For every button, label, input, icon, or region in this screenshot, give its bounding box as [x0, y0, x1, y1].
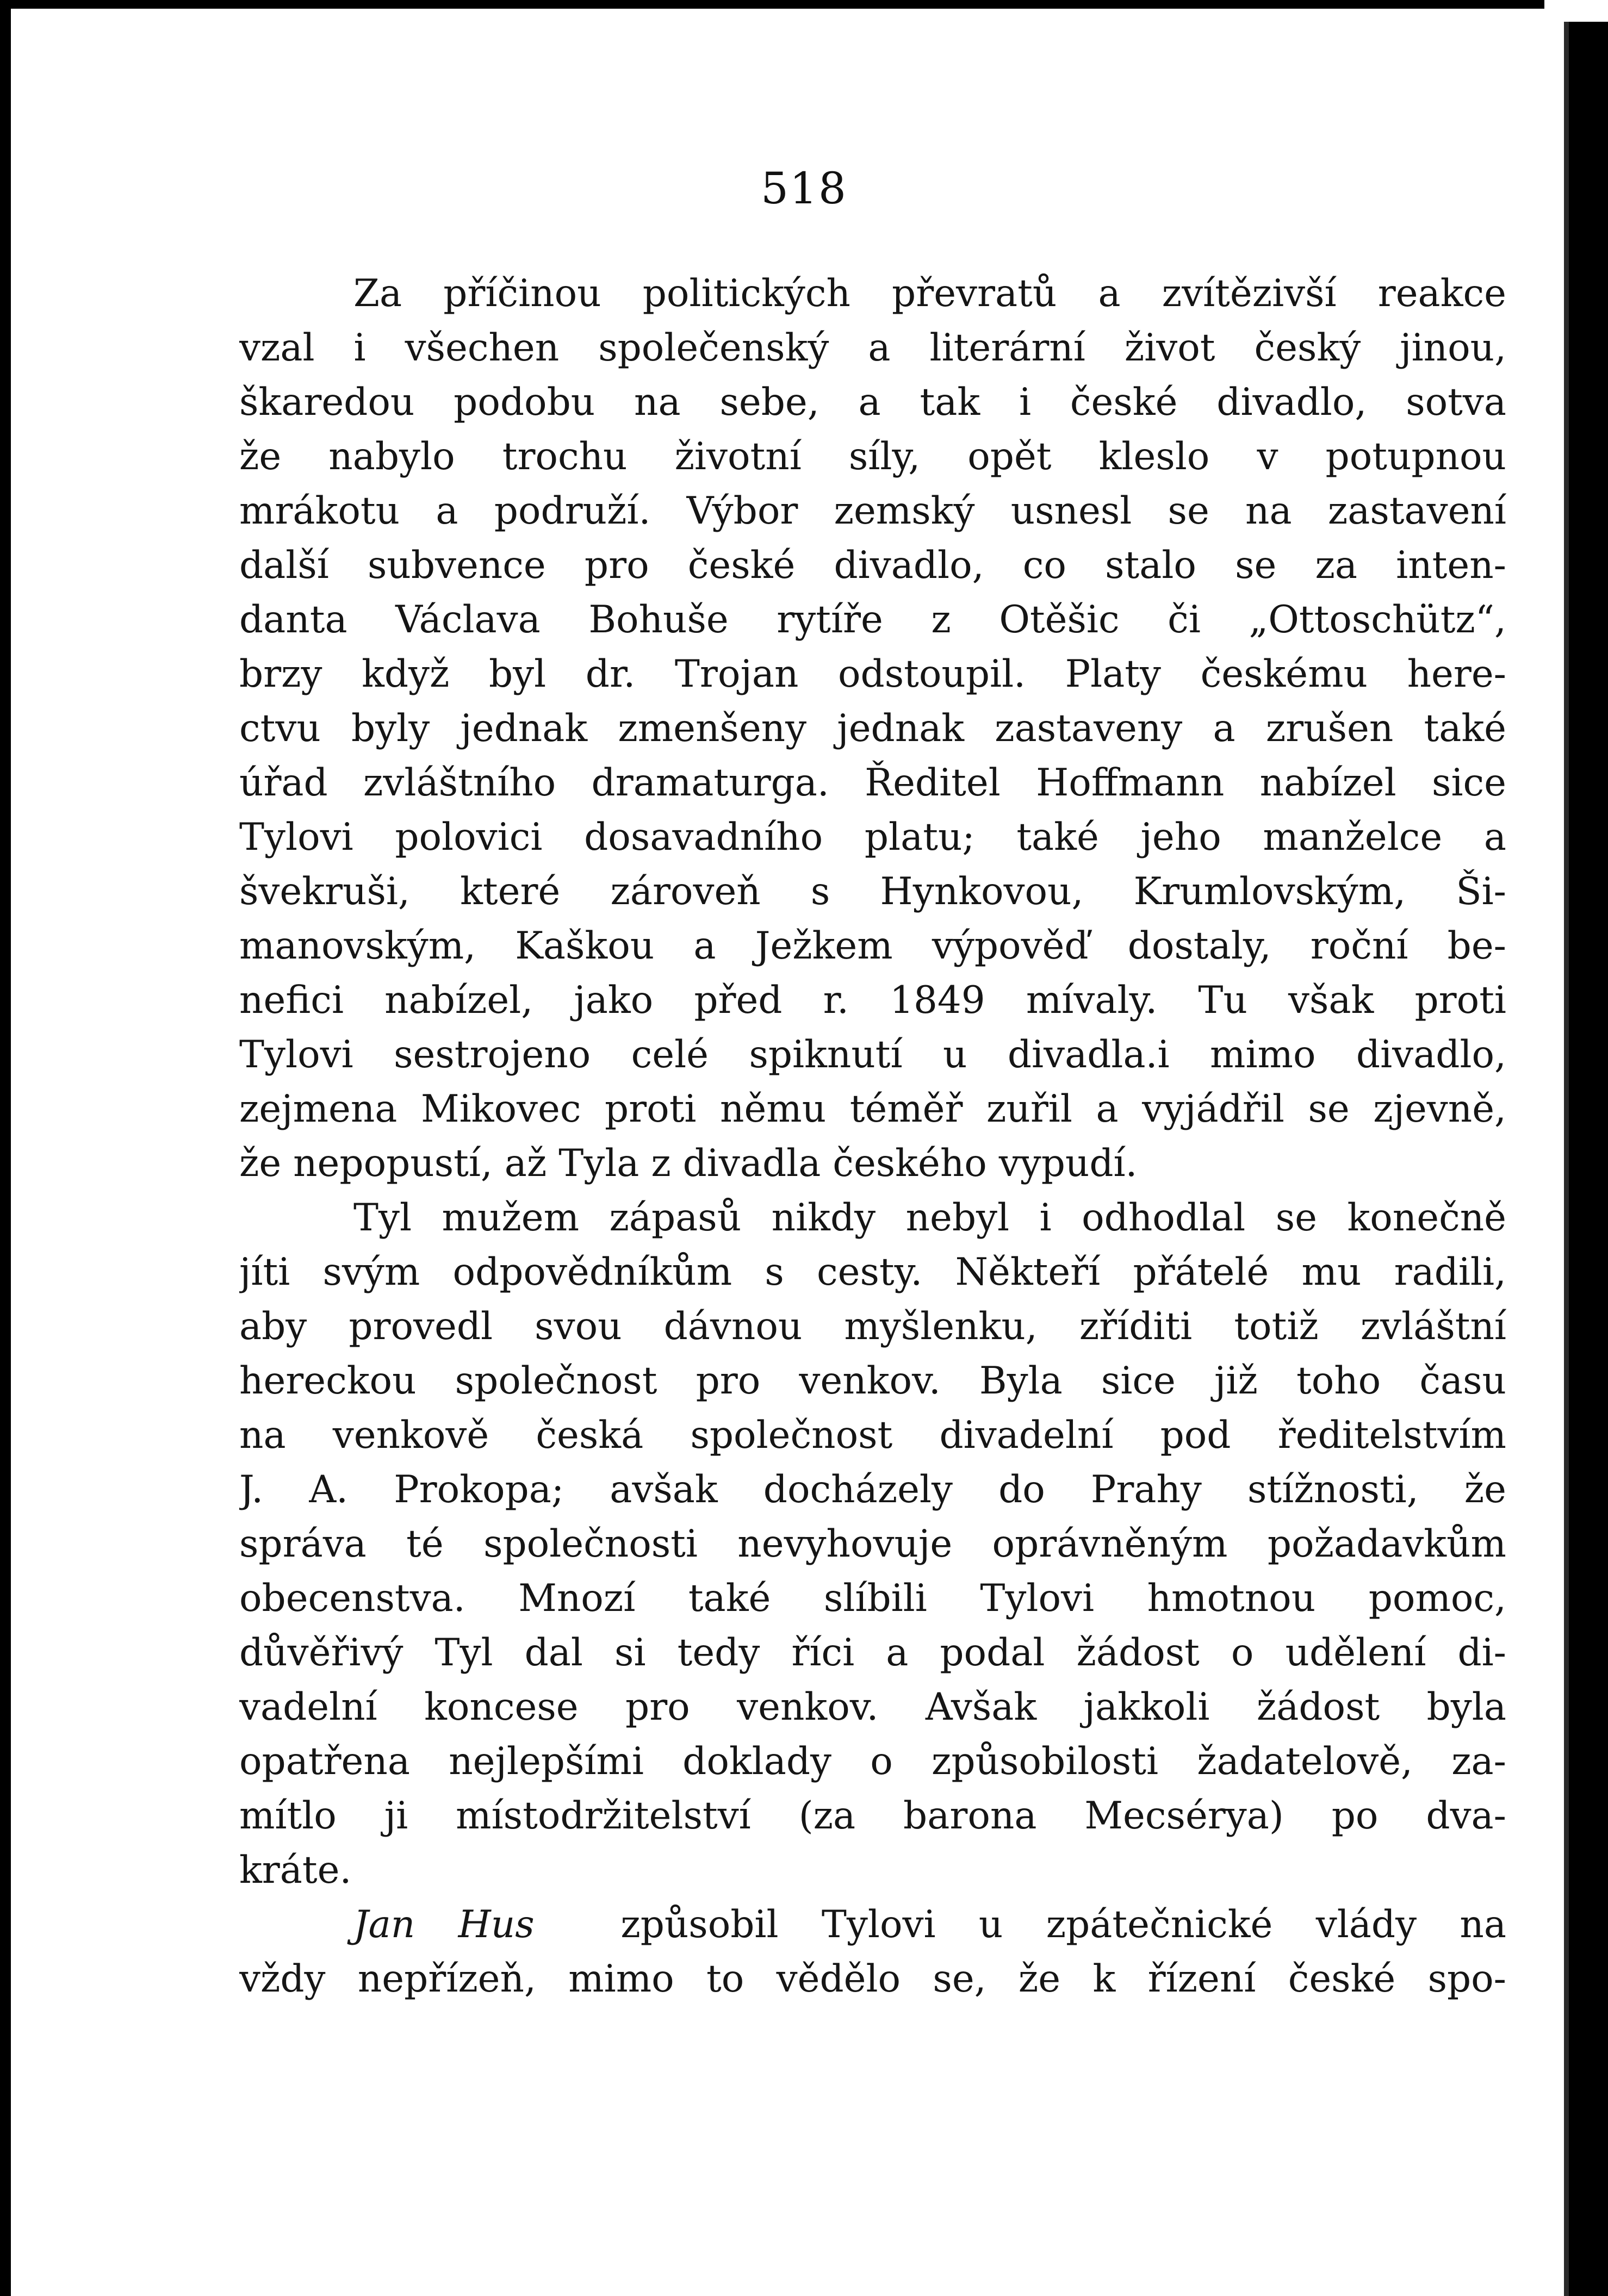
- text-line: vzal i všechen společenský a literární život český jinou,: [239, 326, 1506, 370]
- text-line: aby provedl svou dávnou myšlenku, zříditi totiž zvláštní: [239, 1305, 1506, 1348]
- scan-border-right-inner: [1564, 22, 1569, 2296]
- text-line: J. A. Prokopa; avšak docházely do Prahy stížnosti, že: [239, 1468, 1506, 1511]
- italic-name-jan-hus: Jan Hus: [353, 1903, 535, 1946]
- text-line: kráte.: [239, 1849, 352, 1892]
- text-line: manovským, Kaškou a Ježkem výpověď dostaly, roční be-: [239, 924, 1506, 968]
- text-line: že nepopustí, až Tyla z divadla českého vypudí.: [239, 1142, 1138, 1185]
- scan-border-left: [0, 0, 11, 2296]
- text-line: obecenstva. Mnozí také slíbili Tylovi hmotnou pomoc,: [239, 1577, 1506, 1620]
- text-line-rest: způsobil Tylovi u zpátečnické vlády na: [620, 1903, 1506, 1946]
- text-line: nefici nabízel, jako před r. 1849 mívaly. Tu však proti: [239, 979, 1506, 1022]
- text-line: škaredou podobu na sebe, a tak i české divadlo, sotva: [239, 381, 1506, 424]
- text-line: Tylovi polovici dosavadního platu; také jeho manželce a: [239, 816, 1506, 859]
- text-line: že nabylo trochu životní síly, opět kleslo v potupnou: [239, 435, 1506, 478]
- text-line: zejmena Mikovec proti němu téměř zuřil a vyjádřil se zjevně,: [239, 1087, 1506, 1131]
- text-line: Za příčinou politických převratů a zvítězivší reakce: [353, 272, 1506, 315]
- scan-border-right: [1569, 22, 1608, 2296]
- text-line: opatřena nejlepšími doklady o způsobilosti žadatelově, za-: [239, 1740, 1506, 1783]
- text-line: další subvence pro české divadlo, co stalo se za inten-: [239, 544, 1506, 587]
- text-line: správa té společnosti nevyhovuje oprávněným požadavkům: [239, 1522, 1506, 1566]
- text-line: mítlo ji místodržitelství (za barona Mecsérya) po dva-: [239, 1794, 1506, 1838]
- text-line-jan-hus: [239, 1897, 1506, 1952]
- text-line: danta Václava Bohuše rytíře z Otěšic či „Ottoschütz“,: [239, 598, 1506, 642]
- text-line: Tyl mužem zápasů nikdy nebyl i odhodlal se konečně: [353, 1196, 1506, 1240]
- text-line: ctvu byly jednak zmenšeny jednak zastaveny a zrušen také: [239, 707, 1506, 750]
- text-line: jíti svým odpovědníkům s cesty. Někteří přátelé mu radili,: [239, 1250, 1506, 1294]
- text-line: švekruši, které zároveň s Hynkovou, Krumlovským, Ši-: [239, 870, 1506, 913]
- scan-border-top: [11, 0, 1544, 9]
- body-text: [239, 266, 1506, 2077]
- text-line: mrákotu a podruží. Výbor zemský usnesl se na zastavení: [239, 489, 1506, 533]
- text-line: hereckou společnost pro venkov. Byla sice již toho času: [239, 1359, 1506, 1403]
- text-line: brzy když byl dr. Trojan odstoupil. Platy českému here-: [239, 652, 1506, 696]
- text-line: vadelní koncese pro venkov. Avšak jakkoli žádost byla: [239, 1685, 1506, 1729]
- text-line: důvěřivý Tyl dal si tedy říci a podal žádost o udělení di-: [239, 1631, 1506, 1675]
- text-line: Tylovi sestrojeno celé spiknutí u divadla.i mimo divadlo,: [239, 1033, 1506, 1077]
- page-number: 518: [761, 163, 847, 214]
- text-line: úřad zvláštního dramaturga. Ředitel Hoffmann nabízel sice: [239, 761, 1506, 805]
- text-line: vždy nepřízeň, mimo to vědělo se, že k řízení české spo-: [239, 1957, 1506, 2001]
- text-line: na venkově česká společnost divadelní pod ředitelstvím: [239, 1414, 1506, 1457]
